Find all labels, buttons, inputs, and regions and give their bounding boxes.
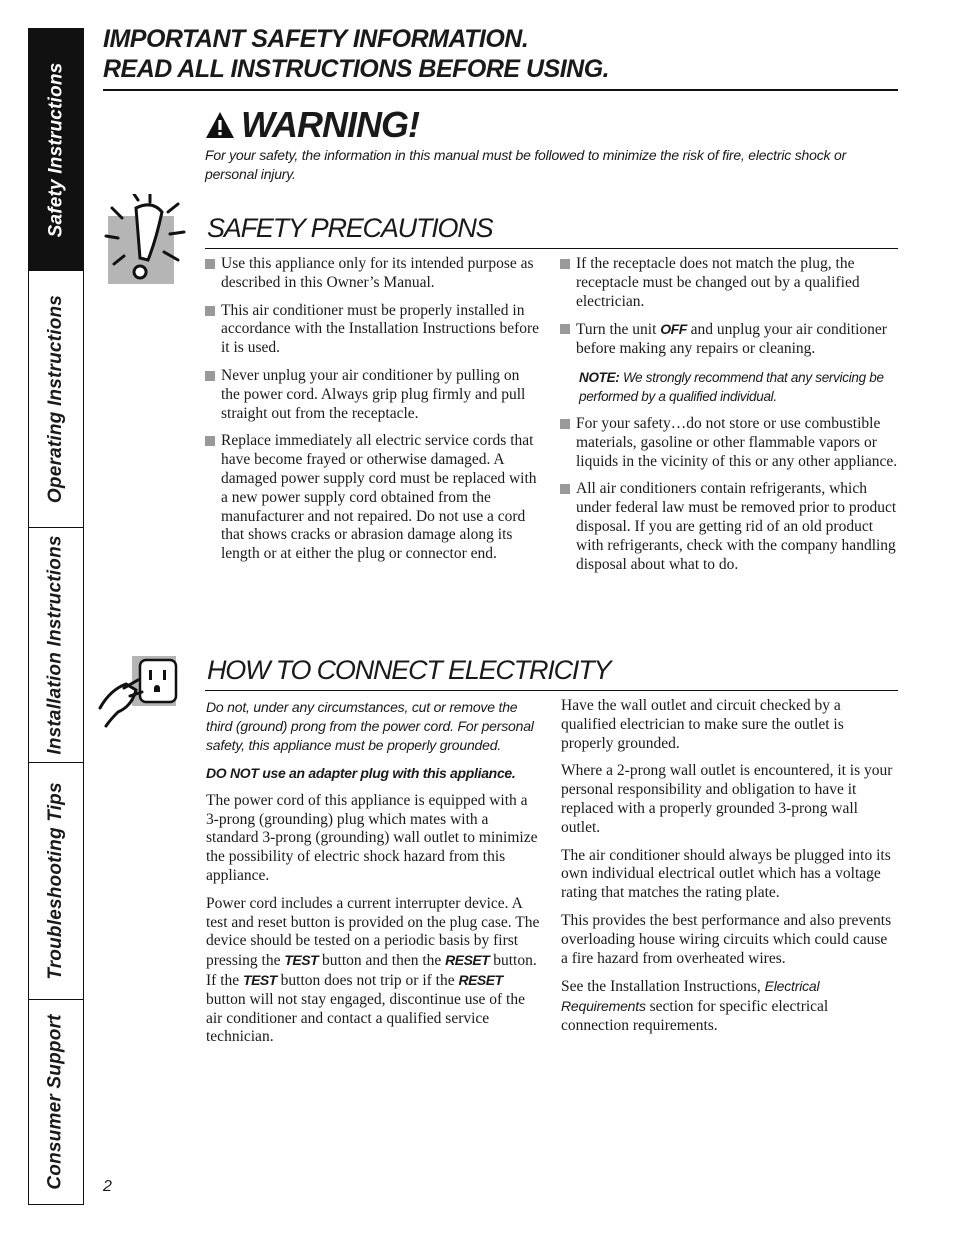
- header-divider: [103, 89, 898, 91]
- electricity-left-column: [206, 698, 543, 1056]
- section-tab-strip: [28, 28, 84, 1205]
- test-keyword: TEST: [243, 971, 277, 988]
- warning-text: For your safety, the information in this manual must be followed to minimize the risk of fire, electric shock or personal injury.: [205, 147, 847, 182]
- list-item: Replace immediately all electric service cords that have become frayed or otherwise damaged. A damaged power supply cord must be replaced with a new power supply cord obtained from the manufacturer and not repaired. Do not use a cord that shows cracks or abrasion damage along its length or at either the plug or connector end.: [205, 432, 541, 564]
- paragraph: Where a 2-prong wall outlet is encountered, it is your personal responsibility and obligation to have it replaced with a properly grounded 3-prong wall outlet.: [561, 762, 893, 836]
- warning-title: WARNING!: [241, 104, 419, 145]
- paragraph: The air conditioner should always be plugged into its own individual electrical outlet which has a voltage rating that matches the rating plate.: [561, 846, 891, 902]
- servicing-note: NOTE: We strongly recommend that any servicing be performed by a qualified individual.: [579, 369, 884, 404]
- off-keyword: OFF: [660, 321, 687, 338]
- list-item: All air conditioners contain refrigerants, which under federal law must be removed prior to product disposal. If you are getting rid of an old product with refrigerants, check with the company handling disposal about what to do.: [560, 480, 898, 574]
- paragraph: This provides the best performance and also prevents overloading house wiring circuits which could cause a fire hazard from overheated wires.: [561, 911, 892, 967]
- tab-safety-instructions[interactable]: Safety Instructions: [29, 29, 83, 270]
- page-number: 2: [103, 1178, 112, 1195]
- tab-troubleshooting-tips[interactable]: Troubleshooting Tips: [29, 762, 83, 999]
- safety-right-column: [560, 255, 898, 583]
- list-item: Use this appliance only for its intended purpose as described in this Owner’s Manual.: [205, 255, 541, 293]
- grounding-warning: Do not, under any circumstances, cut or remove the third (ground) prong from the power cord. For personal safety, this appliance must be properly grounded.: [206, 699, 534, 753]
- adapter-warning: DO NOT use an adapter plug with this appliance.: [206, 765, 516, 781]
- reset-keyword: RESET: [458, 971, 503, 988]
- exclamation-icon: [100, 194, 198, 295]
- tab-operating-instructions[interactable]: Operating Instructions: [29, 270, 83, 527]
- page-header: [103, 24, 898, 84]
- note-label: NOTE:: [579, 369, 620, 385]
- paragraph: The power cord of this appliance is equipped with a 3-prong (grounding) plug which mates with a standard 3-prong (grounding) wall outlet to minimize the possibility of electric shock hazard from this appliance.: [206, 791, 538, 884]
- warning-triangle-icon: [205, 111, 235, 139]
- electricity-heading: HOW TO CONNECT ELECTRICITY: [207, 655, 611, 685]
- header-line-2: READ ALL INSTRUCTIONS BEFORE USING.: [103, 55, 610, 83]
- reset-keyword: RESET: [445, 952, 490, 969]
- test-keyword: TEST: [284, 952, 319, 969]
- safety-left-column: [205, 255, 541, 573]
- tab-installation-instructions[interactable]: Installation Instructions: [29, 527, 83, 762]
- paragraph: Power cord includes a current interrupter device. A test and reset button is provided on the plug case. The device should be tested on a periodic basis by first pressing the TEST button and then the RESET button. If the TEST button does not trip or if the RESET button will not stay engaged, discontinue use of the air conditioner and contact a qualified service technician.: [206, 894, 540, 1046]
- header-line-1: IMPORTANT SAFETY INFORMATION.: [103, 25, 529, 53]
- list-item: For your safety…do not store or use combustible materials, gasoline or other flammable vapors or liquids in the vicinity of this or any other appliance.: [560, 415, 898, 471]
- electricity-right-column: [561, 697, 897, 1045]
- plug-outlet-icon: [96, 650, 186, 735]
- list-item: This air conditioner must be properly installed in accordance with the Installation Instructions before it is used.: [205, 302, 541, 358]
- tab-consumer-support[interactable]: Consumer Support: [29, 999, 83, 1204]
- list-item: Turn the unit OFF and unplug your air conditioner before making any repairs or cleaning.: [560, 320, 898, 359]
- safety-precautions-heading: SAFETY PRECAUTIONS: [207, 213, 493, 243]
- list-item: Never unplug your air conditioner by pulling on the power cord. Always grip plug firmly and pull straight out from the receptacle.: [205, 367, 541, 423]
- paragraph: See the Installation Instructions, Electrical Requirements section for specific electrical connection requirements.: [561, 978, 829, 1034]
- electricity-divider: [205, 690, 898, 691]
- safety-divider: [205, 248, 898, 249]
- electrical-requirements-ref: Electrical Requirements: [561, 978, 820, 1015]
- list-item: If the receptacle does not match the plug, the receptacle must be changed out by a qualified electrician.: [560, 255, 898, 311]
- paragraph: Have the wall outlet and circuit checked by a qualified electrician to make sure the outlet is properly grounded.: [561, 697, 844, 752]
- warning-heading: [205, 104, 419, 146]
